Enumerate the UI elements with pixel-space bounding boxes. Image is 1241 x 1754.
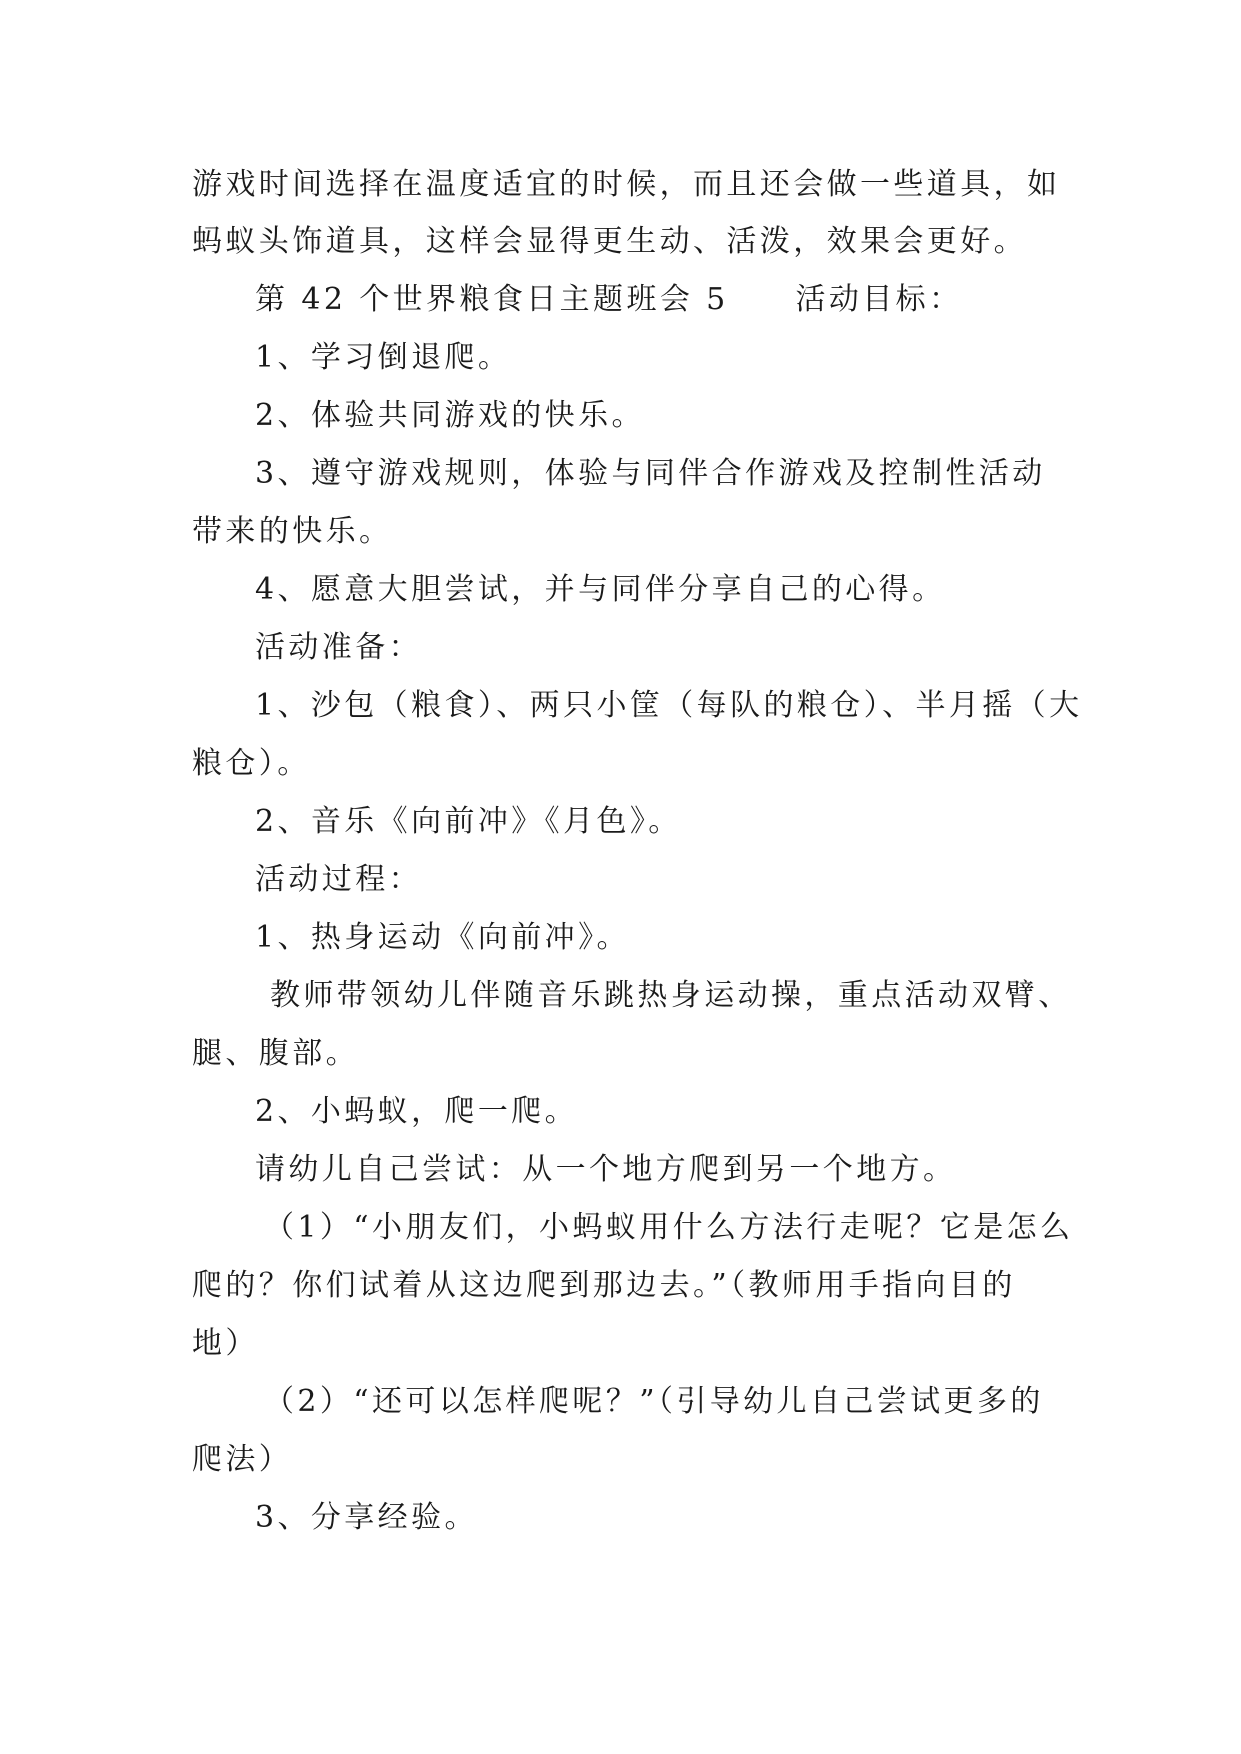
list-item: 3、遵守游戏规则，体验与同伴合作游戏及控制性活动 <box>255 456 1046 491</box>
list-item: 1、热身运动《向前冲》。 <box>255 920 630 955</box>
text-line: （1）“小朋友们，小蚂蚁用什么方法行走呢？它是怎么 <box>264 1210 1074 1245</box>
section-heading-line: 第 42 个世界粮食日主题班会 5 活动目标： <box>255 282 963 317</box>
list-item: 4、愿意大胆尝试，并与同伴分享自己的心得。 <box>255 572 946 607</box>
text-line: 教师带领幼儿伴随音乐跳热身运动操，重点活动双臂、 <box>270 978 1072 1013</box>
section-heading: 活动准备： <box>255 630 422 665</box>
section-heading: 活动过程： <box>255 862 422 897</box>
text-line: 蚂蚁头饰道具，这样会显得更生动、活泼，效果会更好。 <box>192 224 1027 259</box>
text-line: 爬的？你们试着从这边爬到那边去。”（教师用手指向目的 <box>192 1268 1016 1303</box>
text-line: 粮仓）。 <box>192 746 311 781</box>
text-line: 游戏时间选择在温度适宜的时候，而且还会做一些道具，如 <box>192 167 1061 202</box>
list-item: 2、小蚂蚁，爬一爬。 <box>255 1094 579 1129</box>
text-line: 爬法） <box>192 1442 293 1477</box>
text-line: （2）“还可以怎样爬呢？”（引导幼儿自己尝试更多的 <box>264 1384 1044 1419</box>
text-line: 带来的快乐。 <box>192 514 393 549</box>
list-item: 2、音乐《向前冲》《月色》。 <box>255 804 682 839</box>
list-item: 1、学习倒退爬。 <box>255 340 512 375</box>
list-item: 1、沙包（粮食）、两只小筐（每队的粮仓）、半月摇（大 <box>255 688 1083 723</box>
text-line: 请幼儿自己尝试：从一个地方爬到另一个地方。 <box>255 1152 957 1187</box>
text-line: 腿、腹部。 <box>192 1036 359 1071</box>
list-item: 3、分享经验。 <box>255 1500 478 1535</box>
list-item: 2、体验共同游戏的快乐。 <box>255 398 645 433</box>
text-line: 地） <box>192 1326 259 1361</box>
